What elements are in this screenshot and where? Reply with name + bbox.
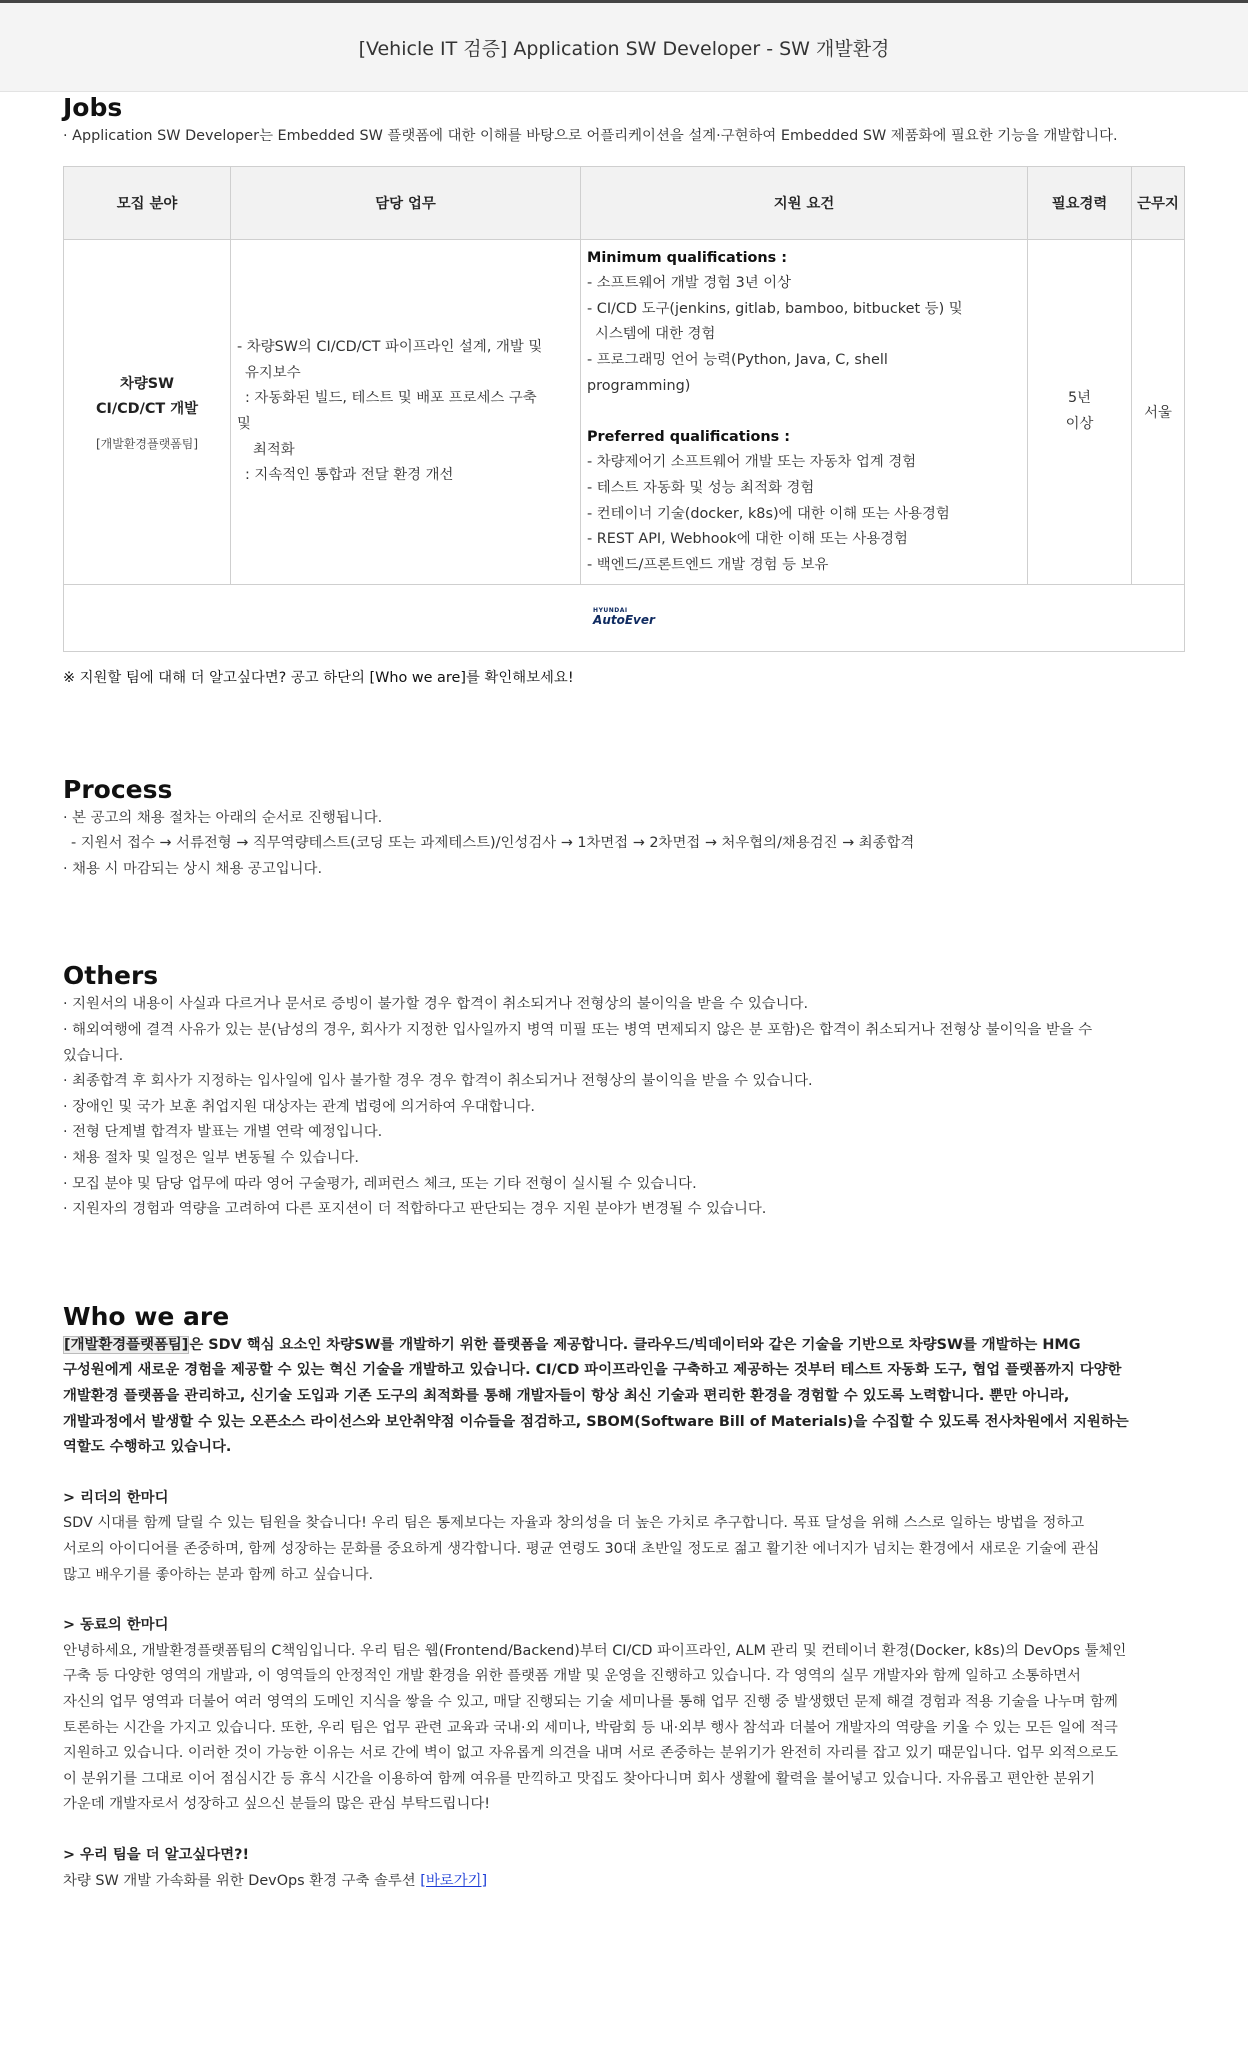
table-header-row: [64, 166, 1185, 239]
colleague-line: 안녕하세요, 개발환경플랫폼팀의 C책임입니다. 우리 팀은 웹(Frontend/Backend)부터 CI/CD 파이프라인, ALM 관리 및 컨테이너 환경(Docker, k8s)의 DevOps 툴체인: [63, 1642, 1127, 1659]
others-heading: Others: [63, 961, 159, 991]
process-line: · 본 공고의 채용 절차는 아래의 순서로 진행됩니다.: [63, 809, 383, 826]
hyundai-autoever-logo: [593, 608, 655, 626]
requirements-cell: [581, 239, 1028, 585]
page-title: [Vehicle IT 검증] Application SW Developer - SW 개발환경: [358, 37, 890, 60]
field-name: 차량SW: [119, 375, 175, 392]
team-name: [개발환경플랫폼팀]: [95, 437, 199, 452]
colleague-line: 이 분위기를 그대로 이어 점심시간 등 휴식 시간을 이용하여 함께 여유를 만끽하고 맛집도 찾아다니며 회사 생활에 활력을 불어넣고 있습니다. 자유롭고 편안한 분위기: [63, 1770, 1096, 1787]
logo-cell: [64, 585, 1185, 652]
experience-value: 이상: [1065, 415, 1094, 432]
logo-row: [64, 585, 1185, 652]
more-line: [63, 1869, 1185, 1895]
requirement-line: - 소프트웨어 개발 경험 3년 이상: [587, 275, 792, 292]
duty-line: - 차량SW의 CI/CD/CT 파이프라인 설계, 개발 및: [237, 339, 543, 356]
requirement-line: - CI/CD 도구(jenkins, gitlab, bamboo, bitbucket 등) 및: [587, 300, 963, 317]
duty-line: 유지보수: [245, 364, 301, 381]
leader-line: 많고 배우기를 좋아하는 분과 함께 하고 싶습니다.: [63, 1566, 374, 1583]
shortcut-link[interactable]: [바로가기]: [420, 1872, 488, 1889]
more-title: > 우리 팀을 더 알고싶다면?!: [63, 1846, 250, 1863]
others-line: · 해외여행에 결격 사유가 있는 분(남성의 경우, 회사가 지정한 입사일까지 병역 미필 또는 병역 면제되지 않은 분 포함)은 합격이 취소되거나 전형상 불이익을 받을 수: [63, 1022, 1093, 1039]
jobs-table: [63, 166, 1185, 653]
who-intro-text: 은 SDV 핵심 요소인 차량SW를 개발하기 위한 플랫폼을 제공합니다. 클라우드/빅데이터와 같은 기술을 기반으로 차량SW를 개발하는 HMG: [189, 1336, 1081, 1353]
colleague-line: 토론하는 시간을 가지고 있습니다. 또한, 우리 팀은 업무 관련 교육과 국내·외 세미나, 박람회 등 내·외부 행사 참석과 더불어 개발자의 역량을 키울 수 있는 모든 일에 적극: [63, 1719, 1118, 1736]
others-line: · 전형 단계별 합격자 발표는 개별 연락 예정입니다.: [63, 1124, 383, 1141]
colleague-line: 자신의 업무 영역과 더불어 여러 영역의 도메인 지식을 쌓을 수 있고, 매달 진행되는 기술 세미나를 통해 업무 진행 중 발생했던 문제 해결 경험과 적용 기술을 나누며 함께: [63, 1693, 1118, 1710]
team-tag: [개발환경플랫폼팀]: [64, 1336, 189, 1353]
requirement-line: - 컨테이너 기술(docker, k8s)에 대한 이해 또는 사용경험: [587, 505, 950, 522]
duty-line: 및: [237, 415, 251, 432]
col-header-location: 근무지: [1132, 166, 1185, 239]
jobs-intro: · Application SW Developer는 Embedded SW 플랫폼에 대한 이해를 바탕으로 어플리케이션을 설계·구현하여 Embedded SW 제품화에 필요한 기능을 개발합니다.: [63, 128, 1118, 144]
colleague-title: > 동료의 한마디: [63, 1617, 169, 1634]
main-content: [0, 92, 1248, 1894]
requirement-line: - REST API, Webhook에 대한 이해 또는 사용경험: [587, 531, 908, 548]
process-line: · 채용 시 마감되는 상시 채용 공고입니다.: [63, 860, 323, 877]
col-header-field: 모집 분야: [64, 166, 231, 239]
colleague-line: 지원하고 있습니다. 이러한 것이 가능한 이유는 서로 간에 벽이 없고 자유롭게 의견을 내며 서로 존중하는 분위기가 완전히 자리를 잡고 있기 때문입니다. 업무 외적으로도: [63, 1745, 1119, 1762]
duty-line: : 지속적인 통합과 전달 환경 개선: [245, 467, 454, 484]
col-header-duty: 담당 업무: [231, 166, 581, 239]
others-line: · 장애인 및 국가 보훈 취업지원 대상자는 관계 법령에 의거하여 우대합니다.: [63, 1098, 535, 1115]
duty-line: : 자동화된 빌드, 테스트 및 배포 프로세스 구축: [245, 390, 537, 407]
col-header-requirements: 지원 요건: [581, 166, 1028, 239]
requirement-line: programming): [587, 377, 691, 394]
others-line: · 최종합격 후 회사가 지정하는 입사일에 입사 불가할 경우 경우 합격이 취소되거나 전형상의 불이익을 받을 수 있습니다.: [63, 1073, 813, 1090]
others-line: 있습니다.: [63, 1047, 124, 1064]
location-cell: 서울: [1132, 239, 1185, 585]
others-line: · 지원자의 경험과 역량을 고려하여 다른 포지션이 더 적합하다고 판단되는 경우 지원 분야가 변경될 수 있습니다.: [63, 1201, 767, 1218]
colleague-line: 구축 등 다양한 영역의 개발과, 이 영역들의 안정적인 개발 환경을 위한 플랫폼 개발 및 운영을 진행하고 있습니다. 각 영역의 실무 개발자와 함께 일하고 소통하면서: [63, 1668, 1081, 1685]
others-line: · 지원서의 내용이 사실과 다르거나 문서로 증빙이 불가할 경우 합격이 취소되거나 전형상의 불이익을 받을 수 있습니다.: [63, 996, 809, 1013]
jobs-heading: Jobs: [63, 93, 123, 122]
duty-line: 최적화: [253, 441, 295, 458]
table-row: [64, 239, 1185, 585]
field-cell: [64, 239, 231, 585]
leader-title: > 리더의 한마디: [63, 1489, 169, 1506]
who-intro-line: 개발과정에서 발생할 수 있는 오픈소스 라이선스와 보안취약점 이슈들을 점검하고, SBOM(Software Bill of Materials)을 수집할 수 있도록 전사차원에서 지원하는: [63, 1413, 1129, 1430]
field-name: CI/CD/CT 개발: [95, 401, 199, 418]
who-intro-line: [63, 1333, 1185, 1359]
process-line: - 지원서 접수 → 서류전형 → 직무역량테스트(코딩 또는 과제테스트)/인성검사 → 1차면접 → 2차면접 → 처우협의/채용검진 → 최종합격: [71, 835, 915, 852]
more-text: 차량 SW 개발 가속화를 위한 DevOps 환경 구축 솔루션: [63, 1872, 421, 1889]
duty-cell: [231, 239, 581, 585]
requirement-line: - 차량제어기 소프트웨어 개발 또는 자동차 업계 경험: [587, 454, 917, 471]
others-line: · 모집 분야 및 담당 업무에 따라 영어 구술평가, 레퍼런스 체크, 또는 기타 전형이 실시될 수 있습니다.: [63, 1175, 697, 1192]
process-heading: Process: [63, 774, 173, 804]
requirement-line: - 백엔드/프론트엔드 개발 경험 등 보유: [587, 556, 829, 573]
leader-line: SDV 시대를 함께 달릴 수 있는 팀원을 찾습니다! 우리 팀은 통제보다는 자율과 창의성을 더 높은 가치로 추구합니다. 목표 달성을 위해 스스로 일하는 방법을 정하고: [63, 1515, 1085, 1532]
experience-cell: [1028, 239, 1132, 585]
who-intro-line: 역할도 수행하고 있습니다.: [63, 1439, 232, 1456]
experience-value: 5년: [1067, 390, 1092, 407]
who-we-are-heading: Who we are: [63, 1301, 230, 1331]
requirement-line: 시스템에 대한 경험: [595, 326, 716, 343]
who-we-are-note: ※ 지원할 팀에 대해 더 알고싶다면? 공고 하단의 [Who we are]를 확인해보세요!: [63, 670, 574, 687]
col-header-experience: 필요경력: [1028, 166, 1132, 239]
page-header: [0, 0, 1248, 92]
requirement-line: - 테스트 자동화 및 성능 최적화 경험: [587, 479, 815, 496]
who-intro-line: 구성원에게 새로운 경험을 제공할 수 있는 혁신 기술을 개발하고 있습니다. CI/CD 파이프라인을 구축하고 제공하는 것부터 테스트 자동화 도구, 협업 플랫폼까지 다양한: [63, 1362, 1122, 1379]
others-line: · 채용 절차 및 일정은 일부 변동될 수 있습니다.: [63, 1150, 359, 1167]
who-intro-line: 개발환경 플랫폼을 관리하고, 신기술 도입과 기존 도구의 최적화를 통해 개발자들이 항상 최신 기술과 편리한 환경을 경험할 수 있도록 노력합니다. 뿐만 아니라,: [63, 1388, 1070, 1405]
requirement-line: - 프로그래밍 언어 능력(Python, Java, C, shell: [587, 351, 888, 368]
leader-line: 서로의 아이디어를 존중하며, 함께 성장하는 문화를 중요하게 생각합니다. 평균 연령도 30대 초반일 정도로 젊고 활기찬 에너지가 넘치는 환경에서 새로운 기술에 관심: [63, 1540, 1100, 1557]
logo-big-text: AutoEver: [593, 613, 655, 628]
logo-small-text: HYUNDAI: [593, 607, 628, 615]
min-qualifications-title: Minimum qualifications :: [587, 249, 787, 266]
colleague-line: 가운데 개발자로서 성장하고 싶으신 분들의 많은 관심 부탁드립니다!: [63, 1796, 491, 1813]
preferred-qualifications-title: Preferred qualifications :: [587, 428, 790, 445]
